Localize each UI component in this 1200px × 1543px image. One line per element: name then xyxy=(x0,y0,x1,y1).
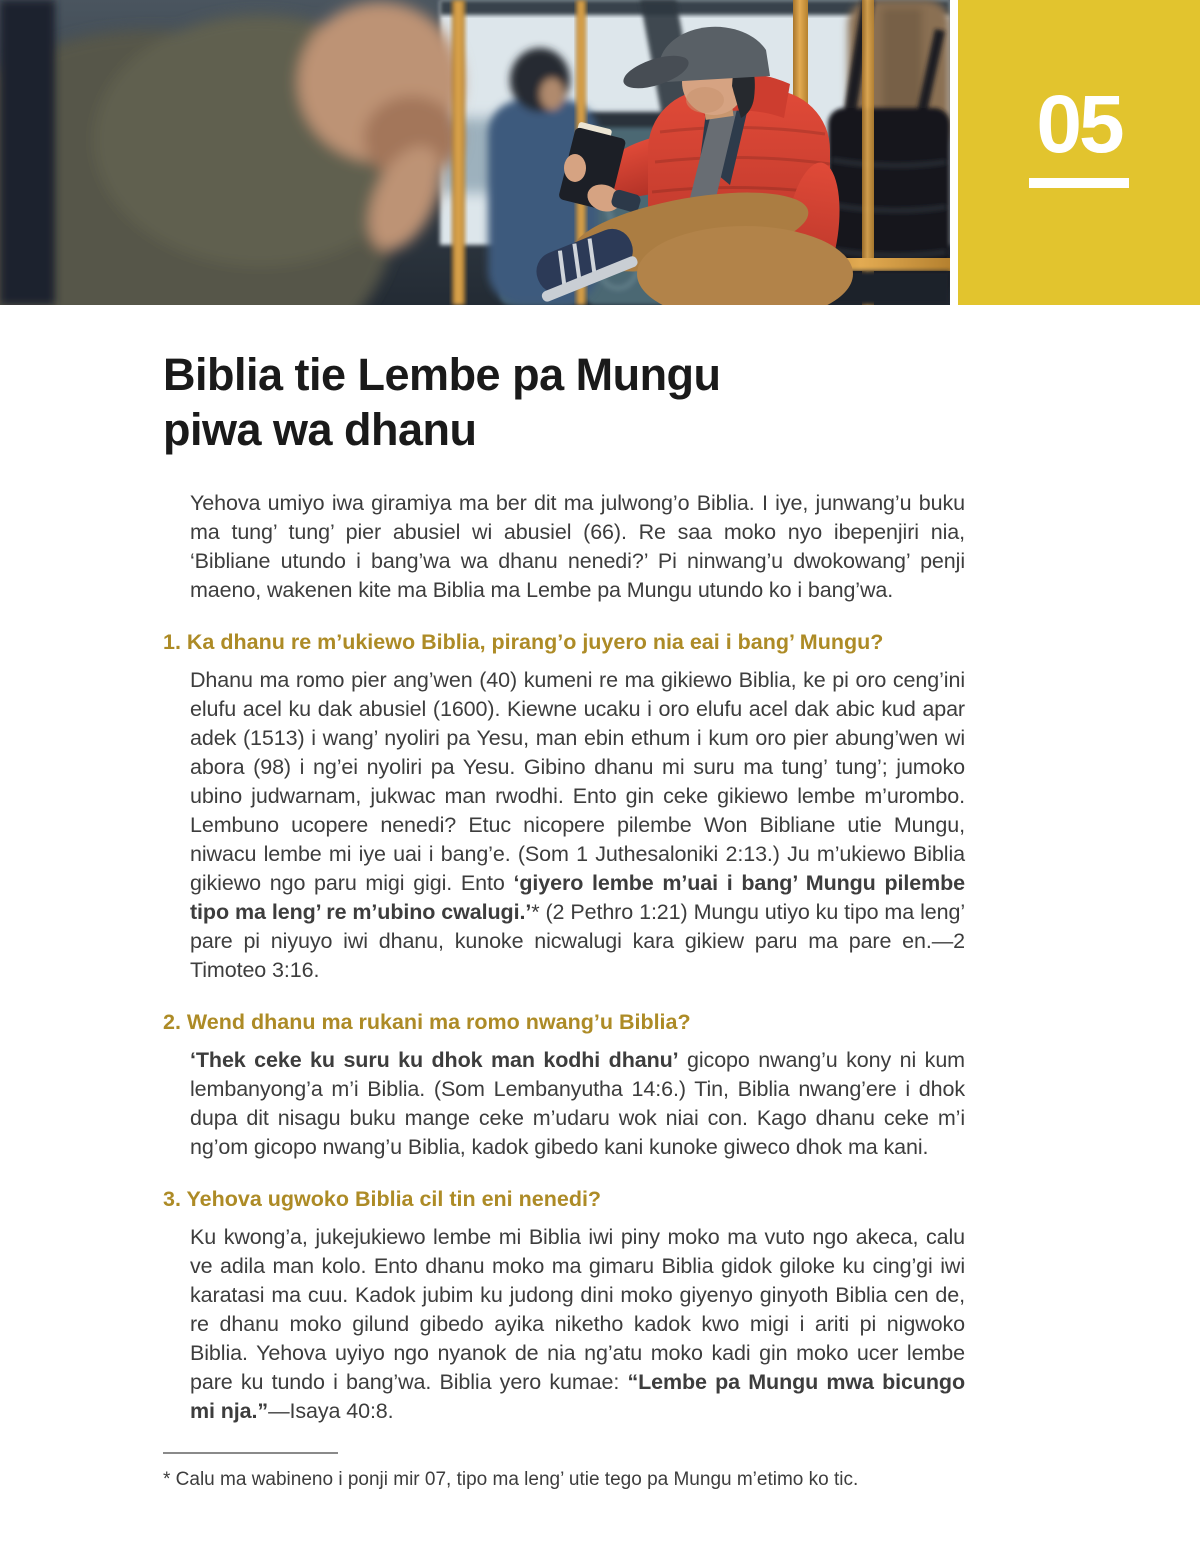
section-2-question: 2. Wend dhanu ma rukani ma romo nwang’u Biblia? xyxy=(163,1010,691,1034)
page-title-line-2: piwa wa dhanu xyxy=(163,404,477,455)
footnote: * Calu ma wabineno i ponji mir 07, tipo ma leng’ utie tego pa Mungu m’etimo ko tic. xyxy=(163,1469,859,1490)
section-2 xyxy=(163,1009,965,1162)
text-segment: * (2 Pethro 1:21) Mungu utiyo ku tipo ma leng’ pare pi niyuyo iwi dhanu, kunoke nicwalugi kara gikiew paru ma pare en.—2 Timoteo 3:16. xyxy=(190,900,965,982)
text-segment: —Isaya 40:8. xyxy=(268,1399,394,1423)
bold-text-segment: “Lembe pa Mungu mwa bicungo mi nja.” xyxy=(190,1370,966,1423)
chapter-number-badge xyxy=(958,0,1200,305)
page-header xyxy=(0,0,1200,305)
chapter-number-underline xyxy=(1029,178,1129,188)
bold-text-segment: ‘Thek ceke ku suru ku dhok man kodhi dhanu’ xyxy=(190,1048,679,1072)
page-title-line-1: Biblia tie Lembe pa Mungu xyxy=(163,349,721,400)
section-1-answer xyxy=(190,666,965,985)
section-1-question: 1. Ka dhanu re m’ukiewo Biblia, pirang’o juyero nia eai i bang’ Mungu? xyxy=(163,630,884,654)
section-3-question: 3. Yehova ugwoko Biblia cil tin eni nenedi? xyxy=(163,1187,602,1211)
section-1 xyxy=(163,629,965,985)
chapter-number: 05 xyxy=(1036,79,1122,170)
text-segment: Dhanu ma romo pier ang’wen (40) kumeni re ma gikiewo Biblia, ke pi oro ceng’ini elufu acel ku dak abusiel (1600). Kiewne ucaku i oro elufu acel dak abic kud apar adek (1513) i wang’ nyoliri pa Yesu, man ebin ethum i kum oro pier abung’wen wi abora (98) i ng’ei nyoliri pa Yesu. Gibino dhanu mi suru ma tung’ tung’; jumoko ubino judwarnam, jukwac man rwodhi. Ento gin ceke gikiewo lembe m’urombo. Lembuno ucopere nenedi? Etuc nicopere pilembe Won Bibliane utie Mungu, niwacu lembe mi iye uai i bang’e. (Som 1 Juthesaloniki 2:13.) Ju m’ukiewo Biblia gikiewo ngo paru migi gigi. Ento xyxy=(190,668,965,895)
bus-photo-illustration xyxy=(0,0,950,305)
section-3-answer xyxy=(190,1223,965,1426)
intro-paragraph: Yehova umiyo iwa giramiya ma ber dit ma julwong’o Biblia. I iye, junwang’u buku ma tung’ tung’ pier abusiel wi abusiel (66). Re saa moko nyo ibepenjiri nia, ‘Bibliane utundo i bang’wa wa dhanu nenedi?’ Pi ninwang’u dwokowang’ penji maeno, wakenen kite ma Biblia ma Lembe pa Mungu utundo ko i bang’wa. xyxy=(190,491,965,602)
bus-photo xyxy=(0,0,950,305)
page-title xyxy=(163,347,965,457)
article xyxy=(0,347,1200,1492)
section-3 xyxy=(163,1186,965,1426)
footnote-divider xyxy=(163,1452,338,1454)
text-segment: Ku kwong’a, jukejukiewo lembe mi Biblia iwi piny moko ma vuto ngo akeca, calu ve adila man kolo. Ento dhanu moko ma gimaru Biblia gidok giloke ku cing’gi iwi karatasi ma cuu. Kadok jubim ku judong dini moko giyenyo ginyoth Biblia cen de, re dhanu moko gilund gibedo ayika niketho kadok kwo migi i ariti pi nigwoko Biblia. Yehova uyiyo ngo nyanok de nia ng’atu moko kadi gin moko ucer lembe pare ku tundo i bang’wa. Biblia yero kumae: xyxy=(190,1225,965,1394)
bold-text-segment: ‘giyero lembe m’uai i bang’ Mungu pilembe tipo ma leng’ re m’ubino cwalugi.’ xyxy=(190,871,965,924)
text-segment: gicopo nwang’u kony ni kum lembanyong’a m’i Biblia. (Som Lembanyutha 14:6.) Tin, Biblia nwang’ere i dhok dupa dit nisagu buku mange ceke m’udaru wok niai con. Kago dhanu ceke m’i ng’om gicopo nwang’u Biblia, kadok gibedo kani kunoke giweco dhok ma kani. xyxy=(190,1048,965,1159)
section-2-answer xyxy=(190,1046,965,1162)
